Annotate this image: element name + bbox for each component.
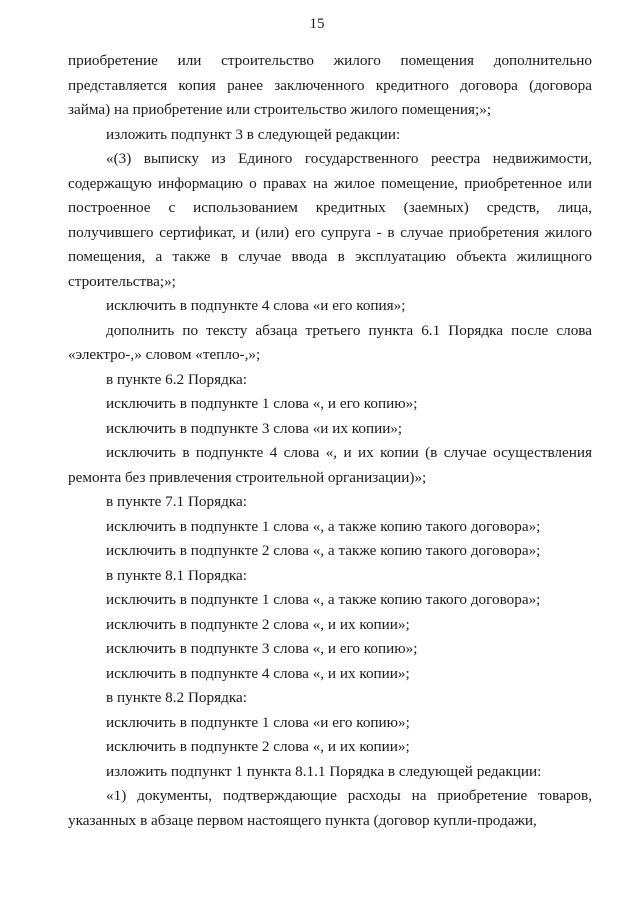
paragraph: исключить в подпункте 3 слова «, и его копию»; xyxy=(106,640,418,657)
paragraph: исключить в подпункте 2 слова «, и их копии»; xyxy=(106,738,410,755)
paragraph: в пункте 8.2 Порядка: xyxy=(106,689,247,706)
paragraph: в пункте 7.1 Порядка: xyxy=(106,493,247,510)
paragraph: исключить в подпункте 1 слова «, и его копию»; xyxy=(106,395,418,412)
paragraph: приобретение или строительство жилого помещения дополнительно представляется копия ранее заключенного кредитного договора (договора займа) на приобретение или строительство жилого помещения;»; xyxy=(68,52,592,118)
paragraph: дополнить по тексту абзаца третьего пункта 6.1 Порядка после слова «электро-,» словом «тепло-,»; xyxy=(68,321,592,363)
paragraph: исключить в подпункте 4 слова «, и их копии»; xyxy=(106,664,410,682)
paragraph: исключить в подпункте 1 слова «и его копию»; xyxy=(106,713,410,731)
document-body xyxy=(68,49,592,833)
paragraph: исключить в подпункте 4 слова «, и их копии (в случае осуществления ремонта без привлечения строительной организации)»; xyxy=(68,444,592,486)
paragraph: исключить в подпункте 2 слова «, а также копию такого договора»; xyxy=(106,542,541,559)
paragraph: в пункте 8.1 Порядка: xyxy=(106,566,247,584)
paragraph: «(3) выписку из Единого государственного реестра недвижимости, содержащую информацию о правах на жилое помещение, приобретенное или построенное с использованием кредитных (заемных) средств, лица, получившего сертификат, и (или) его супруга - в случае приобретения жилого помещения, а также в случае ввода в эксплуатацию объекта жилищного строительства;»; xyxy=(68,150,592,290)
paragraph: изложить подпункт 3 в следующей редакции: xyxy=(106,125,401,143)
paragraph: исключить в подпункте 1 слова «, а также копию такого договора»; xyxy=(106,517,541,535)
paragraph: в пункте 6.2 Порядка: xyxy=(106,370,247,388)
paragraph: исключить в подпункте 3 слова «и их копии»; xyxy=(106,419,403,437)
page-number: 15 xyxy=(309,16,325,32)
paragraph: изложить подпункт 1 пункта 8.1.1 Порядка в следующей редакции: xyxy=(106,762,542,780)
paragraph: исключить в подпункте 1 слова «, а также копию такого договора»; xyxy=(106,591,541,608)
paragraph: «1) документы, подтверждающие расходы на приобретение товаров, указанных в абзаце первом настоящего пункта (договор купли-продажи, xyxy=(68,787,592,829)
paragraph: исключить в подпункте 4 слова «и его копия»; xyxy=(106,297,406,314)
paragraph: исключить в подпункте 2 слова «, и их копии»; xyxy=(106,615,410,633)
